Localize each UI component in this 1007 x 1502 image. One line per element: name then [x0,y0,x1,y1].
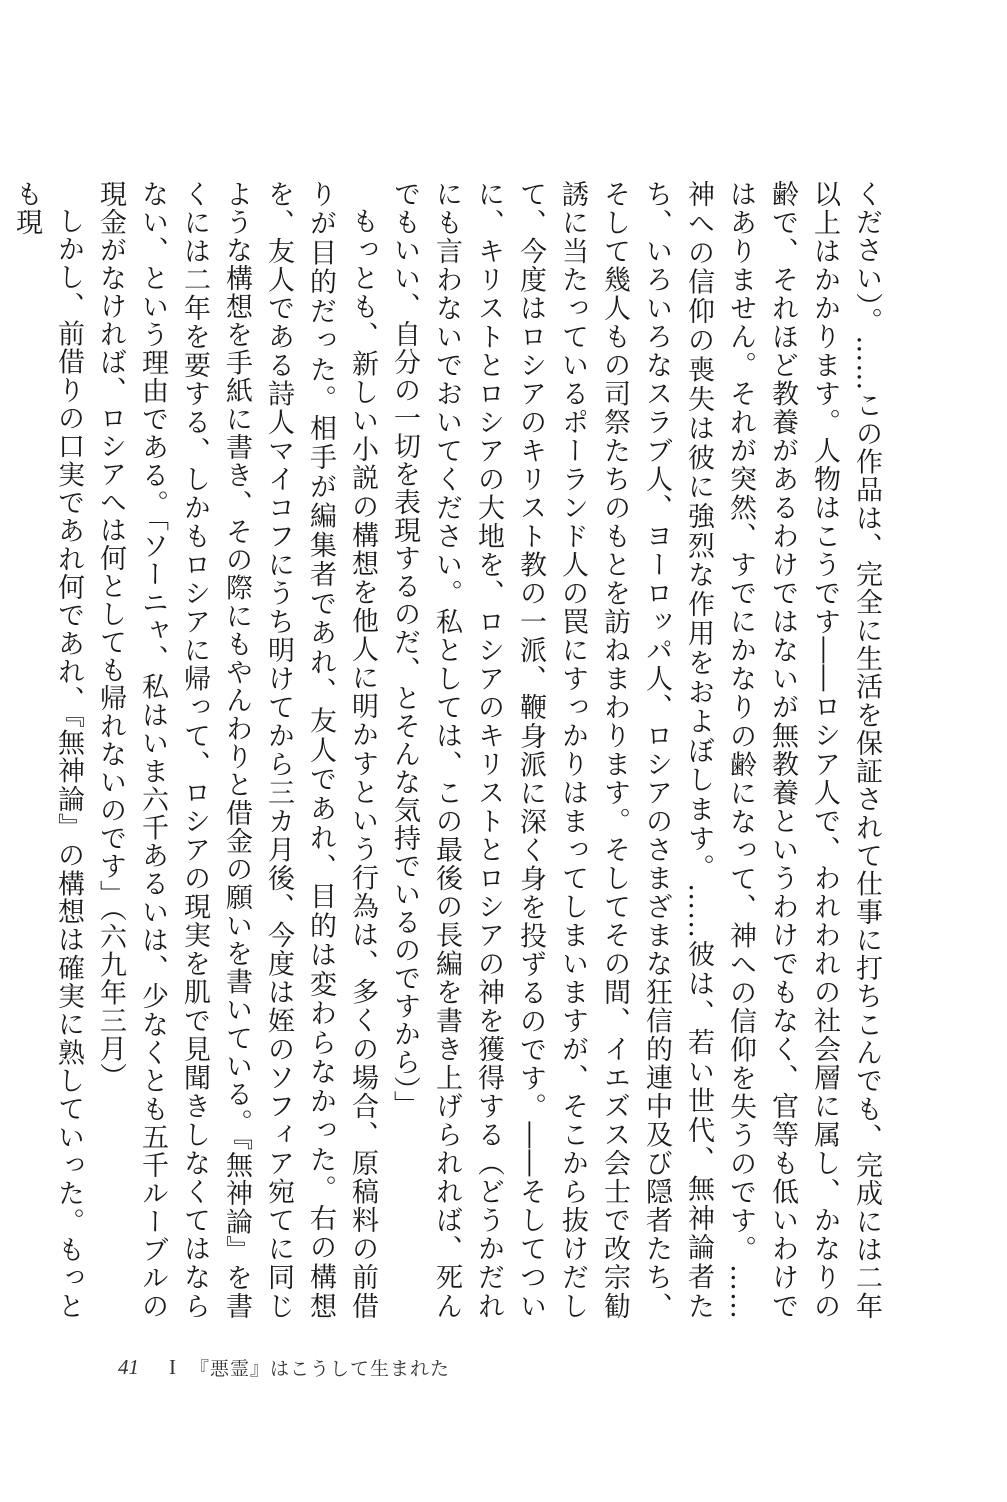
paragraph-letter-quote: ください）。……この作品は、完全に生活を保証されて仕事に打ちこんでも、完成には二年以上はかかります。人物はこうです――ロシア人で、われわれの社会層に属し、かなりの齢で、それほど教養があるわけではないが無教養というわけでもなく、官等も低いわけではありません。それが突然、すでにかなりの齢になって、神への信仰を失うのです。……神への信仰の喪失は彼に強烈な作用をおよぼします。……彼は、若い世代、無神論者たち、いろいろなスラブ人、ヨーロッパ人、ロシアのさまざまな狂信的連中及び隠者たち、そして幾人もの司祭たちのもとを訪ねまわります。そしてその間、イエズス会士で改宗勧誘に当たっているポーランド人の罠にすっかりはまってしまいますが、そこから抜けだして、今度はロシアのキリスト教の一派、鞭身派に深く身を投ずるのです。――そしてついに、キリストとロシアの大地を、ロシアのキリストとロシアの神を獲得する（どうかだれにも言わないでおいてください。私としては、この最後の長編を書き上げられれば、死んでもいい、自分の一切を表現するのだ、とそんな気持でいるのですから）」 [389,180,882,1321]
page-number: 41 [118,1354,139,1379]
chapter-numeral: I [169,1354,176,1379]
main-text-body [11,180,887,1321]
paragraph-continuation: しかし、前借りの口実であれ何であれ、『無神論』の構想は確実に熟していった。もっとも現 [11,180,84,1320]
page-footer [118,1352,450,1382]
chapter-title: 『悪霊』はこうして生まれた [190,1357,451,1380]
paragraph-commentary: もっとも、新しい小説の構想を他人に明かすという行為は、多くの場合、原稿料の前借りが目的だった。相手が編集者であれ、友人であれ、目的は変わらなかった。右の構想を、友人である詩人マイコフにうち明けてから三カ月後、今度は姪のソフィア宛てに同じような構想を手紙に書き、その際にもやんわりと借金の願いを書いている。『無神論』を書くには二年を要する、しかもロシアに帰って、ロシアの現実を肌で見聞きしなくてはならない、という理由である。「ソーニャ、私はいま六千あるいは、少なくとも五千ルーブルの現金がなければ、ロシアへは何としても帰れないのです」（六九年三月） [95,180,378,1321]
